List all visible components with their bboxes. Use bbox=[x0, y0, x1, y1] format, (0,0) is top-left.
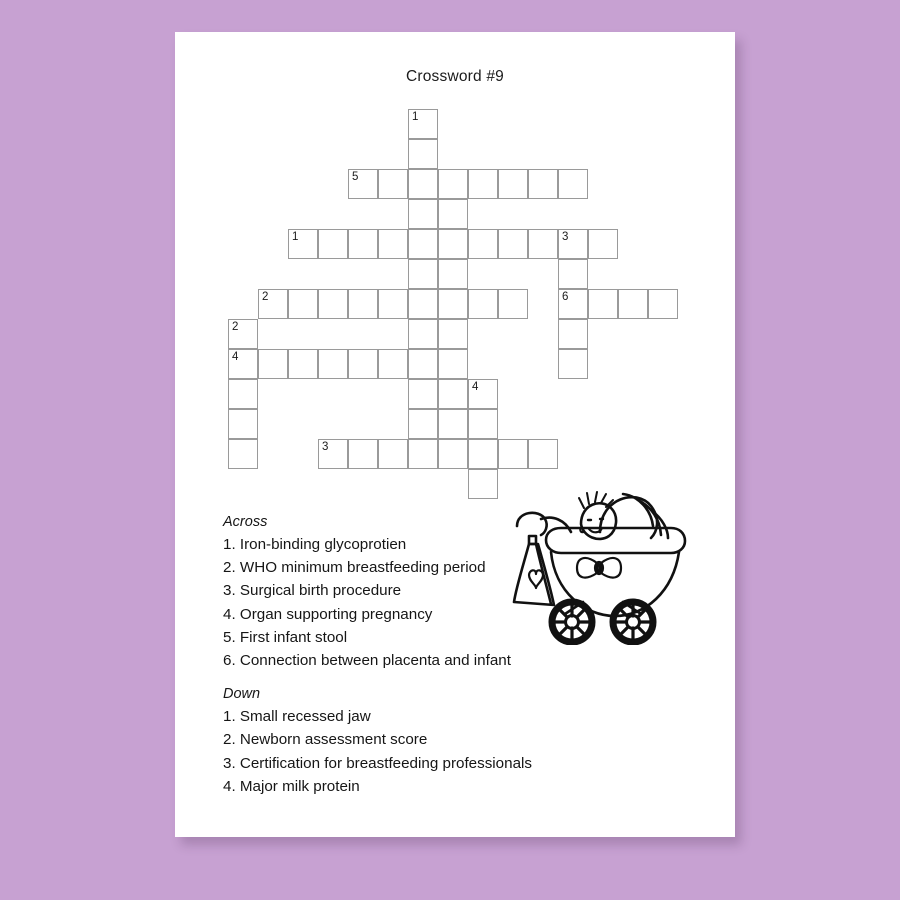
grid-cell[interactable] bbox=[438, 259, 468, 289]
grid-cell[interactable] bbox=[408, 379, 438, 409]
clue-item: 1. Small recessed jaw bbox=[223, 708, 371, 726]
down-clue-list bbox=[223, 705, 643, 798]
grid-cell[interactable] bbox=[348, 349, 378, 379]
grid-cell[interactable] bbox=[438, 289, 468, 319]
grid-cell[interactable] bbox=[558, 319, 588, 349]
grid-cell[interactable] bbox=[438, 409, 468, 439]
clue-item: 2. Newborn assessment score bbox=[223, 731, 428, 749]
grid-cell[interactable] bbox=[438, 319, 468, 349]
grid-cell[interactable] bbox=[498, 169, 528, 199]
clue-item: 3. Surgical birth procedure bbox=[223, 582, 402, 600]
cell-number: 5 bbox=[352, 171, 359, 183]
cell-number: 2 bbox=[262, 291, 269, 303]
grid-cell[interactable] bbox=[468, 289, 498, 319]
grid-cell[interactable] bbox=[408, 349, 438, 379]
grid-cell[interactable] bbox=[498, 439, 528, 469]
baby-carriage-illustration bbox=[505, 480, 695, 645]
grid-cell[interactable] bbox=[498, 229, 528, 259]
grid-cell[interactable] bbox=[408, 319, 438, 349]
clue-item: 1. Iron-binding glycoprotien bbox=[223, 536, 407, 553]
grid-cell[interactable] bbox=[228, 319, 258, 349]
cell-number: 4 bbox=[232, 351, 239, 363]
grid-cell[interactable] bbox=[588, 229, 618, 259]
grid-cell[interactable] bbox=[558, 289, 588, 319]
grid-cell[interactable] bbox=[378, 289, 408, 319]
cell-number: 1 bbox=[412, 111, 419, 123]
grid-cell[interactable] bbox=[288, 229, 318, 259]
down-heading: Down bbox=[223, 686, 261, 703]
grid-cell[interactable] bbox=[618, 289, 648, 319]
clue-item: 4. Organ supporting pregnancy bbox=[223, 605, 433, 623]
grid-cell[interactable] bbox=[318, 229, 348, 259]
clue-item: 5. First infant stool bbox=[223, 628, 348, 646]
grid-cell[interactable] bbox=[588, 289, 618, 319]
grid-cell[interactable] bbox=[228, 409, 258, 439]
grid-cell[interactable] bbox=[408, 409, 438, 439]
grid-cell[interactable] bbox=[378, 349, 408, 379]
grid-cell[interactable] bbox=[408, 259, 438, 289]
grid-cell[interactable] bbox=[468, 229, 498, 259]
grid-cell[interactable] bbox=[468, 169, 498, 199]
grid-cell[interactable] bbox=[408, 169, 438, 199]
cell-number: 2 bbox=[232, 321, 239, 333]
grid-cell[interactable] bbox=[318, 289, 348, 319]
grid-cell[interactable] bbox=[258, 289, 288, 319]
grid-cell[interactable] bbox=[408, 439, 438, 469]
grid-cell[interactable] bbox=[348, 439, 378, 469]
grid-cell[interactable] bbox=[408, 289, 438, 319]
grid-cell[interactable] bbox=[288, 289, 318, 319]
grid-cell[interactable] bbox=[558, 169, 588, 199]
grid-cell[interactable] bbox=[348, 229, 378, 259]
crossword-grid[interactable] bbox=[175, 32, 735, 492]
clue-item: 2. WHO minimum breastfeeding period bbox=[223, 559, 486, 577]
grid-cell[interactable] bbox=[228, 439, 258, 469]
grid-cell[interactable] bbox=[468, 469, 498, 499]
grid-cell[interactable] bbox=[318, 349, 348, 379]
grid-cell[interactable] bbox=[438, 229, 468, 259]
grid-cell[interactable] bbox=[348, 169, 378, 199]
grid-cell[interactable] bbox=[318, 439, 348, 469]
grid-cell[interactable] bbox=[228, 349, 258, 379]
cell-number: 3 bbox=[322, 441, 329, 453]
clue-item: 4. Major milk protein bbox=[223, 777, 360, 795]
grid-cell[interactable] bbox=[348, 289, 378, 319]
grid-cell[interactable] bbox=[378, 169, 408, 199]
cell-number: 3 bbox=[562, 231, 569, 243]
clue-item: 6. Connection between placenta and infant bbox=[223, 652, 511, 670]
grid-cell[interactable] bbox=[438, 349, 468, 379]
grid-cell[interactable] bbox=[258, 349, 288, 379]
grid-cell[interactable] bbox=[468, 379, 498, 409]
grid-cell[interactable] bbox=[528, 229, 558, 259]
grid-cell[interactable] bbox=[558, 349, 588, 379]
worksheet-page bbox=[175, 32, 735, 837]
grid-cell[interactable] bbox=[288, 349, 318, 379]
grid-cell[interactable] bbox=[528, 169, 558, 199]
page-title: Crossword #9 bbox=[405, 68, 505, 85]
grid-cell[interactable] bbox=[438, 169, 468, 199]
grid-cell[interactable] bbox=[498, 289, 528, 319]
grid-cell[interactable] bbox=[378, 229, 408, 259]
across-heading: Across bbox=[223, 514, 268, 530]
cell-number: 4 bbox=[472, 381, 479, 393]
grid-cell[interactable] bbox=[558, 229, 588, 259]
grid-cell[interactable] bbox=[648, 289, 678, 319]
grid-cell[interactable] bbox=[438, 379, 468, 409]
grid-cell[interactable] bbox=[228, 379, 258, 409]
clue-item: 3. Certification for breastfeeding professionals bbox=[223, 754, 532, 772]
cell-number: 1 bbox=[292, 231, 299, 243]
grid-cell[interactable] bbox=[408, 199, 438, 229]
cell-number: 6 bbox=[562, 291, 569, 303]
grid-cell[interactable] bbox=[408, 109, 438, 139]
grid-cell[interactable] bbox=[408, 139, 438, 169]
grid-cell[interactable] bbox=[528, 439, 558, 469]
grid-cell[interactable] bbox=[438, 439, 468, 469]
grid-cell[interactable] bbox=[558, 259, 588, 289]
grid-cell[interactable] bbox=[408, 229, 438, 259]
grid-cell[interactable] bbox=[468, 409, 498, 439]
grid-cell[interactable] bbox=[438, 199, 468, 229]
grid-cell[interactable] bbox=[468, 439, 498, 469]
grid-cell[interactable] bbox=[378, 439, 408, 469]
